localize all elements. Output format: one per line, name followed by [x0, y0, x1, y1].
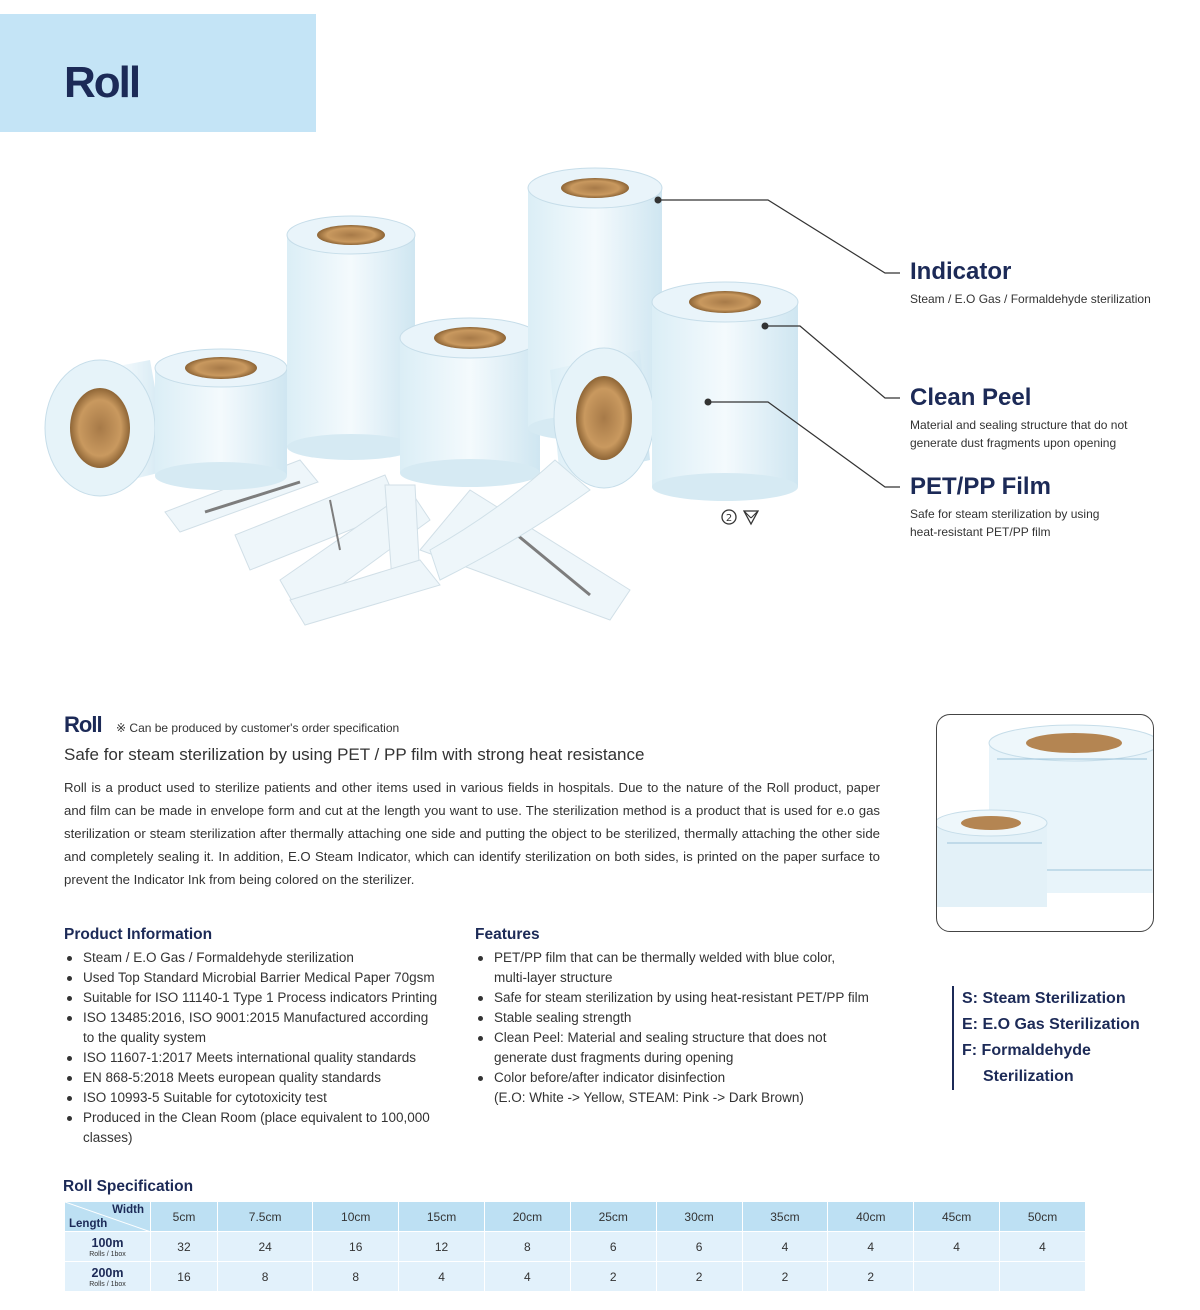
length-row-header: 200m Rolls / 1box: [65, 1262, 151, 1292]
callout-heading: Clean Peel: [910, 384, 1032, 411]
width-header: 5cm: [151, 1202, 218, 1232]
callout-heading: PET/PP Film: [910, 473, 1051, 500]
table-cell: 6: [656, 1232, 742, 1262]
features-heading: Features: [475, 926, 540, 943]
table-cell: 4: [914, 1232, 1000, 1262]
table-cell: 32: [151, 1232, 218, 1262]
custom-order-note: ※ Can be produced by customer's order specification: [116, 721, 400, 735]
list-item: Clean Peel: Material and sealing structure that does not: [475, 1028, 895, 1048]
table-cell: 2: [828, 1262, 914, 1292]
roll-middle: [400, 318, 540, 487]
table-cell: 2: [742, 1262, 828, 1292]
roll-subtitle: Safe for steam sterilization by using PET / PP film with strong heat resistance: [64, 745, 645, 764]
table-cell: [1000, 1262, 1086, 1292]
width-header: 10cm: [313, 1202, 399, 1232]
roll-tall-left: [287, 216, 415, 460]
table-corner-cell: [65, 1202, 151, 1232]
legend-formaldehyde: F: Formaldehyde: [962, 1042, 1091, 1059]
callout-heading: Indicator: [910, 258, 1012, 285]
list-item: Stable sealing strength: [475, 1008, 895, 1028]
table-cell: 2: [570, 1262, 656, 1292]
table-cell: 4: [484, 1262, 570, 1292]
width-label: Width: [112, 1204, 144, 1216]
callout-pet-pp-film: [910, 473, 1099, 541]
table-cell: 2: [656, 1262, 742, 1292]
roll-description: Roll is a product used to sterilize patients and other items used in various fields in hospitals. Due to the nature of the Roll product, paper and film can be made in envelope form and cut at the length you want to use. The sterilization method is a product that is used for e.o gas sterilization or steam sterilization after thermally attaching one side and putting the object to be sterilized, thermally attaching the other side and completely sealing it. In addition, E.O Steam Indicator, which can identify sterilization on both sides, is printed on the paper surface to prevent the Indicator Ink from being colored on the sterilizer.: [64, 780, 880, 887]
roll-spec-table: [64, 1201, 1086, 1292]
table-cell: 16: [313, 1232, 399, 1262]
title-banner: [0, 14, 316, 132]
table-cell: 24: [217, 1232, 312, 1262]
width-header: 45cm: [914, 1202, 1000, 1232]
table-row: [65, 1262, 1086, 1292]
table-cell: 8: [313, 1262, 399, 1292]
roll-closeup-photo: [936, 714, 1154, 932]
list-item: to the quality system: [83, 1030, 207, 1045]
page-title: Roll: [64, 58, 140, 107]
callout-desc: Steam / E.O Gas / Formaldehyde sterilization: [910, 292, 1151, 306]
single-use-symbol: 2: [725, 513, 733, 524]
callout-desc: Safe for steam sterilization by using heat-resistant PET/PP film: [910, 507, 1100, 539]
list-item: Steam / E.O Gas / Formaldehyde sterilization: [64, 948, 464, 968]
width-header: 40cm: [828, 1202, 914, 1232]
roll-short: [155, 349, 287, 490]
callout-desc: Material and sealing structure that do not generate dust fragments upon opening: [910, 418, 1128, 450]
product-info-heading: Product Information: [64, 926, 213, 943]
roll-section-title: Roll: [64, 712, 102, 737]
sterilization-legend: [952, 986, 1140, 1090]
features: [475, 926, 895, 1108]
table-cell: 6: [570, 1232, 656, 1262]
width-header: 30cm: [656, 1202, 742, 1232]
list-item: EN 868-5:2018 Meets european quality standards: [64, 1068, 464, 1088]
list-item: (E.O: White -> Yellow, STEAM: Pink -> Dark Brown): [494, 1090, 804, 1105]
roll-small-left: [45, 360, 170, 496]
list-item: ISO 10993-5 Suitable for cytotoxicity test: [64, 1088, 464, 1108]
callout-clean-peel: [910, 384, 1127, 452]
table-cell: 4: [399, 1262, 485, 1292]
spec-title: Roll Specification: [63, 1178, 194, 1195]
list-item: PET/PP film that can be thermally welded with blue color,: [475, 948, 895, 968]
packaging-symbols: [722, 510, 758, 524]
width-header: 25cm: [570, 1202, 656, 1232]
table-row: [65, 1232, 1086, 1262]
list-item: Used Top Standard Microbial Barrier Medical Paper 70gsm: [64, 968, 464, 988]
length-label: Length: [69, 1218, 108, 1230]
legend-eo-gas: E: E.O Gas Sterilization: [962, 1016, 1140, 1033]
list-item: Safe for steam sterilization by using heat-resistant PET/PP film: [475, 988, 895, 1008]
length-row-header: 100m Rolls / 1box: [65, 1232, 151, 1262]
table-cell: 8: [484, 1232, 570, 1262]
width-header: 35cm: [742, 1202, 828, 1232]
legend-steam: S: Steam Sterilization: [962, 990, 1126, 1007]
list-item: generate dust fragments during opening: [494, 1050, 734, 1065]
product-information: [64, 926, 464, 1148]
list-item: Suitable for ISO 11140-1 Type 1 Process indicators Printing: [64, 988, 464, 1008]
roll-right: [652, 282, 798, 501]
table-cell: 4: [828, 1232, 914, 1262]
callout-indicator: [910, 258, 1151, 308]
table-cell: 4: [742, 1232, 828, 1262]
width-header: 50cm: [1000, 1202, 1086, 1232]
legend-formaldehyde-cont: Sterilization: [983, 1068, 1074, 1085]
table-header-row: [65, 1202, 1086, 1232]
list-item: ISO 11607-1:2017 Meets international quality standards: [64, 1048, 464, 1068]
table-cell: 4: [1000, 1232, 1086, 1262]
table-cell: 12: [399, 1232, 485, 1262]
list-item: classes): [83, 1130, 133, 1145]
list-item: multi-layer structure: [494, 970, 613, 985]
width-header: 20cm: [484, 1202, 570, 1232]
list-item: ISO 13485:2016, ISO 9001:2015 Manufactured according: [64, 1008, 464, 1028]
list-item: Produced in the Clean Room (place equivalent to 100,000: [64, 1108, 464, 1128]
list-item: Color before/after indicator disinfection: [475, 1068, 895, 1088]
table-cell: 16: [151, 1262, 218, 1292]
roll-section-heading: [64, 712, 399, 738]
table-cell: 8: [217, 1262, 312, 1292]
width-header: 7.5cm: [217, 1202, 312, 1232]
table-cell: [914, 1262, 1000, 1292]
width-header: 15cm: [399, 1202, 485, 1232]
